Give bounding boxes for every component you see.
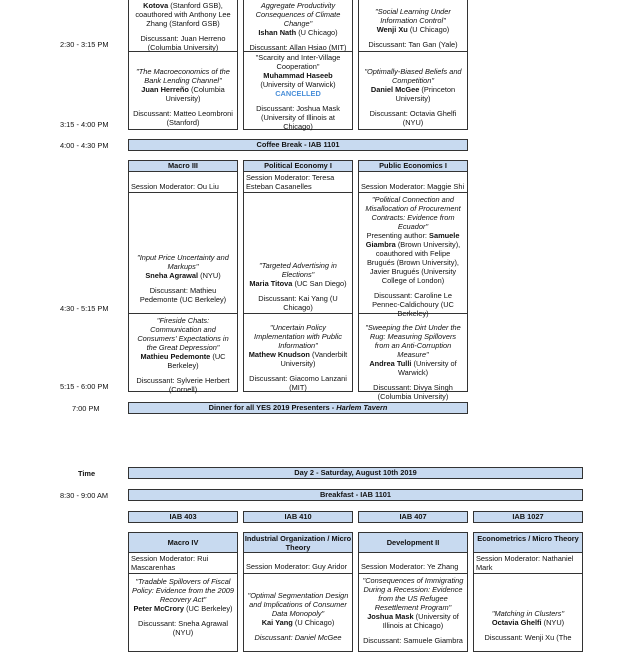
paper-entry <box>359 193 467 319</box>
paper-title: "Input Price Uncertainty and Markups" <box>137 253 229 272</box>
paper-entry <box>359 321 467 402</box>
author-name: Juan Herreño <box>141 85 189 95</box>
discussant: Discussant: Samuele Giambra <box>363 636 463 646</box>
session-column <box>243 0 353 130</box>
discussant: Discussant: Mathieu Pedemonte (UC Berkeley) <box>139 286 227 305</box>
author-name: Peter McCrory <box>133 604 185 614</box>
time-label: Time <box>78 469 96 478</box>
paper-entry <box>129 575 237 655</box>
author-name: Mathieu Pedemonte <box>140 352 211 362</box>
session-title: Econometrics / Micro Theory <box>474 533 582 553</box>
author-affiliation: (U Chicago) <box>409 25 450 35</box>
time-slot: 4:30 - 5:15 PM <box>60 304 109 313</box>
paper-title: "Matching in Clusters" <box>491 609 565 618</box>
paper-entry <box>129 0 237 51</box>
session-title: Macro IV <box>129 533 237 553</box>
session-column-development-ii <box>358 532 468 652</box>
session-moderator: Session Moderator: Guy Aridor <box>244 561 352 574</box>
time-slot: 8:30 - 9:00 AM <box>60 491 109 500</box>
session-column <box>358 0 468 130</box>
author-affiliation: (U Chicago) <box>294 618 335 628</box>
author-affiliation: (U Chicago) <box>298 28 338 38</box>
paper-title: "Consequences of Immigrating During a Recession: Evidence from the US Refugee Resettlement Program" <box>362 576 464 613</box>
room-label: IAB 410 <box>243 511 353 523</box>
session-moderator: Session Moderator: Ye Zhang <box>359 561 467 574</box>
discussant: Discussant: Matteo Leombroni (Stanford) <box>133 109 233 128</box>
session-moderator: Session Moderator: Maggie Shi <box>359 181 467 193</box>
author-name: Kotova <box>143 1 169 10</box>
author-name: Joshua Mask <box>367 612 414 622</box>
session-title: Political Economy I <box>244 161 352 172</box>
paper-entry <box>129 65 237 131</box>
author-name: Maria Titova <box>249 279 293 289</box>
session-title: Macro III <box>129 161 237 172</box>
paper-entry <box>474 607 582 653</box>
discussant: Discussant: Sylverie Herbert (Cornell) <box>136 376 230 395</box>
author-affiliation: (University of Warwick) <box>260 80 336 90</box>
discussant: Discussant: Joshua Mask (University of Illinois at Chicago) <box>256 104 340 132</box>
discussant: Discussant: Giacomo Lanzani (MIT) <box>249 374 347 393</box>
paper-entry <box>244 321 352 393</box>
author-affiliation: (Princeton University) <box>395 85 456 104</box>
session-column-macro-iv <box>128 532 238 652</box>
author-name: Octavia Ghelfi <box>491 618 542 628</box>
discussant: Discussant: Sneha Agrawal (NYU) <box>138 619 228 638</box>
author-affiliation: (University of Warwick) <box>397 359 457 378</box>
author-name: Samuele Giambra <box>365 231 460 250</box>
breakfast-bar: Breakfast - IAB 1101 <box>128 489 583 501</box>
dinner-bar <box>128 402 468 414</box>
paper-title: "Targeted Advertising in Elections" <box>259 261 337 280</box>
paper-title: "Political Connection and Misallocation of Procurement Contracts: Evidence from Ecuador" <box>365 195 461 232</box>
discussant: Discussant: Divya Singh (Columbia University) <box>373 383 453 402</box>
author-affiliation: (UC San Diego) <box>294 279 347 289</box>
author-name: Mathew Knudson <box>248 350 310 360</box>
session-column-econometrics-micro-theory <box>473 532 583 652</box>
session-column-public-economics-i <box>358 160 468 402</box>
presenting-label: Presenting author: <box>366 231 427 241</box>
time-slot: 5:15 - 6:00 PM <box>60 382 109 391</box>
paper-entry <box>244 51 352 131</box>
discussant: Discussant: Wenji Xu (The <box>484 633 572 643</box>
author-affiliation: (Vanderbilt University) <box>280 350 348 369</box>
room-label: IAB 407 <box>358 511 468 523</box>
paper-title: "Scarcity and Inter-Village Cooperation" <box>255 53 341 72</box>
coffee-break-bar: Coffee Break - IAB 1101 <box>128 139 468 151</box>
paper-title: Aggregate Productivity Consequences of Climate Change" <box>255 1 341 29</box>
paper-title: "Tradable Spillovers of Fiscal Policy: Evidence from the 2009 Recovery Act" <box>132 577 234 605</box>
session-moderator: Session Moderator: Ou Liu <box>129 181 237 193</box>
discussant: Discussant: Tan Gan (Yale) <box>368 40 458 50</box>
paper-entry <box>244 259 352 313</box>
author-affiliation: (Brown University), coauthored with Felipe Brugués (Brown University), Javier Brugués (University College of London) <box>366 240 461 286</box>
author-affiliation: (University of Illinois at Chicago) <box>382 612 459 631</box>
author-affiliation: (NYU) <box>543 618 565 628</box>
dinner-label: Dinner for all YES 2019 Presenters - <box>208 403 337 412</box>
session-column <box>128 0 238 130</box>
paper-title: "Optimal Segmentation Design and Implications of Consumer Data Monopoly" <box>247 591 349 619</box>
dinner-venue: Harlem Tavern <box>336 403 388 412</box>
discussant: Discussant: Allan Hsiao (MIT) <box>249 43 347 53</box>
cancelled-badge: CANCELLED <box>275 89 321 99</box>
author-name: Kai Yang <box>261 618 293 628</box>
discussant: Discussant: Kai Yang (U Chicago) <box>258 294 338 313</box>
author-affiliation: (Stanford GSB), coauthored with Anthony Lee Zhang (Stanford GSB) <box>135 1 231 29</box>
author-name: Wenji Xu <box>376 25 408 35</box>
paper-title: "Optimally-Biased Beliefs and Competition" <box>364 67 462 86</box>
time-slot: 7:00 PM <box>72 404 100 413</box>
author-name: Sneha Agrawal <box>145 271 199 281</box>
session-title: Public Economics I <box>359 161 467 172</box>
author-affiliation: (NYU) <box>200 271 221 281</box>
session-moderator: Session Moderator: Rui Mascarenhas <box>129 553 237 574</box>
paper-entry <box>244 0 352 51</box>
session-column-macro-iii <box>128 160 238 395</box>
author-name: Andrea Tulli <box>369 359 412 369</box>
discussant: Discussant: Octavia Ghelfi (NYU) <box>369 109 457 128</box>
session-title: Development II <box>359 533 467 553</box>
time-slot: 2:30 - 3:15 PM <box>60 40 109 49</box>
author-name: Muhammad Haseeb <box>263 71 333 81</box>
time-slot: 4:00 - 4:30 PM <box>60 141 109 150</box>
author-name: Ishan Nath <box>258 28 297 38</box>
room-label: IAB 403 <box>128 511 238 523</box>
paper-entry <box>359 65 467 131</box>
paper-title: "Fireside Chats: Communication and Consumers' Expectations in the Great Depression" <box>137 316 229 353</box>
day2-title-bar: Day 2 - Saturday, August 10th 2019 <box>128 467 583 479</box>
paper-entry <box>129 251 237 313</box>
session-moderator: Session Moderator: Teresa Esteban Casanelles <box>244 172 352 193</box>
author-affiliation: (UC Berkeley) <box>167 352 226 371</box>
session-moderator: Session Moderator: Nathaniel Mark <box>474 553 582 574</box>
author-affiliation: (Columbia University) <box>165 85 225 104</box>
paper-title: "Social Learning Under Information Control" <box>375 7 451 26</box>
discussant: Discussant: Juan Herreno (Columbia University) <box>140 34 226 53</box>
session-column-political-economy-i <box>243 160 353 392</box>
paper-entry <box>359 574 467 654</box>
session-column-io-micro-theory <box>243 532 353 652</box>
paper-entry <box>359 5 467 51</box>
paper-entry <box>244 589 352 653</box>
paper-title: "The Macroeconomics of the Bank Lending Channel" <box>136 67 230 86</box>
author-name: Daniel McGee <box>370 85 420 95</box>
paper-entry <box>129 314 237 393</box>
discussant: Discussant: Daniel McGee <box>254 633 342 643</box>
time-slot: 3:15 - 4:00 PM <box>60 120 109 129</box>
session-title: Industrial Organization / Micro Theory <box>244 534 352 552</box>
discussant: Discussant: Caroline Le Pennec-Caldichoury (UC Berkeley) <box>372 291 454 319</box>
author-affiliation: (UC Berkeley) <box>186 604 233 614</box>
room-label: IAB 1027 <box>473 511 583 523</box>
paper-title: "Sweeping the Dirt Under the Rug: Measuring Spillovers from an Anti-Corruption Measure" <box>365 323 461 360</box>
paper-title: "Uncertain Policy Implementation with Public Information" <box>254 323 342 351</box>
